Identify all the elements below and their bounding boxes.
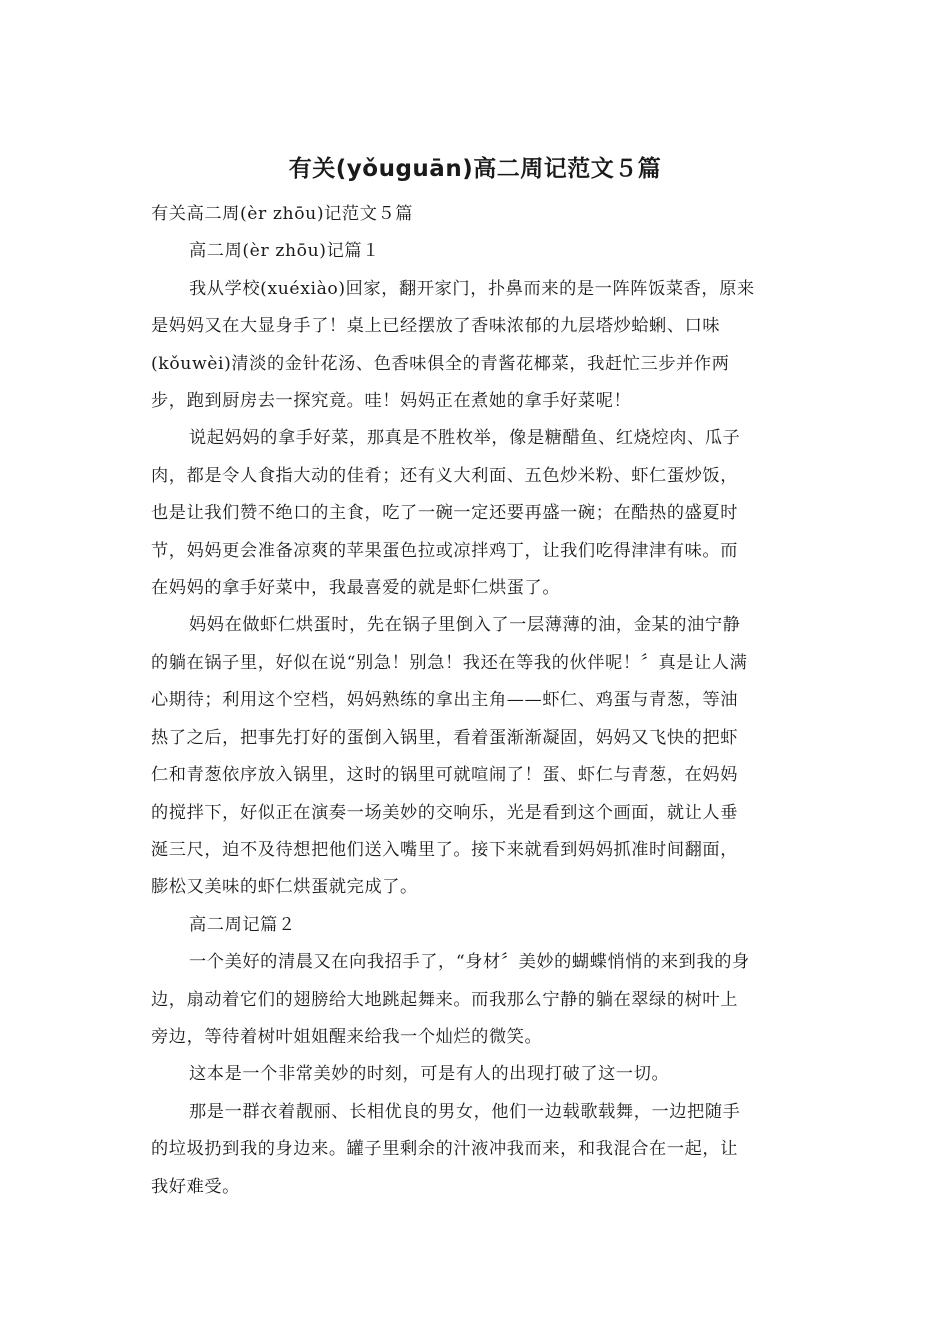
paragraph-line: 那是一群衣着靓丽、长相优良的男女，他们一边载歌载舞，一边把随手 (189, 1101, 741, 1122)
paragraph-line: 心期待；利用这个空档，妈妈熟练的拿出主角——虾仁、鸡蛋与青葱，等油 (151, 690, 738, 711)
paragraph-line: 我好难受。 (151, 1176, 240, 1197)
paragraph (151, 1056, 796, 1093)
paragraph-line: 在妈妈的拿手好菜中，我最喜爱的就是虾仁烘蛋了。 (151, 578, 561, 599)
paragraph-line: 妈妈在做虾仁烘蛋时，先在锅子里倒入了一层薄薄的油，金某的油宁静 (189, 615, 741, 636)
paragraph-line: 仁和青葱依序放入锅里，这时的锅里可就喧闹了！蛋、虾仁与青葱，在妈妈 (151, 765, 738, 786)
section-1 (151, 233, 796, 906)
paragraph-line: 的垃圾扔到我的身边来。罐子里剩余的汁液冲我而来，和我混合在一起，让 (151, 1139, 738, 1160)
paragraph-line: 涎三尺，迫不及待想把他们送入嘴里了。接下来就看到妈妈抓准时间翻面， (151, 839, 738, 860)
section-heading: 高二周记篇２ (189, 914, 296, 935)
paragraph-line: 旁边，等待着树叶姐姐醒来给我一个灿烂的微笑。 (151, 1026, 543, 1047)
paragraph-line: 也是让我们赞不绝口的主食，吃了一碗一定还要再盛一碗；在酷热的盛夏时 (151, 503, 738, 524)
section-2 (151, 907, 796, 1206)
section-heading: 高二周(èr zhōu)记篇１ (189, 241, 380, 262)
paragraph-line: 节，妈妈更会准备凉爽的苹果蛋色拉或凉拌鸡丁，让我们吃得津津有味。而 (151, 540, 738, 561)
paragraph (151, 1094, 796, 1206)
paragraph (151, 607, 796, 906)
paragraph-line: 热了之后，把事先打好的蛋倒入锅里，看着蛋渐渐凝固，妈妈又飞快的把虾 (151, 727, 738, 748)
paragraph-line: 边，扇动着它们的翅膀给大地跳起舞来。而我那么宁静的躺在翠绿的树叶上 (151, 989, 738, 1010)
document-title: 有关(yǒuguān)高二周记范文５篇 (288, 156, 662, 182)
paragraph-line: 的躺在锅子里，好似在说“别急！别急！我还在等我的伙伴呢！〞真是让人满 (151, 652, 748, 673)
paragraph-line: 这本是一个非常美妙的时刻，可是有人的出现打破了这一切。 (189, 1064, 670, 1085)
paragraph (151, 944, 796, 1056)
paragraph (151, 271, 796, 421)
paragraph-line: 步，跑到厨房去一探究竟。哇！妈妈正在煮她的拿手好菜呢！ (151, 391, 632, 412)
paragraph (151, 420, 796, 607)
paragraph-line: 我从学校(xuéxiào)回家，翻开家门，扑鼻而来的是一阵阵饭菜香，原来 (189, 278, 755, 299)
paragraph-line: 是妈妈又在大显身手了！桌上已经摆放了香味浓郁的九层塔炒蛤蜊、口味 (151, 316, 721, 337)
paragraph-line: 肉，都是令人食指大动的佳肴；还有义大利面、五色炒米粉、虾仁蛋炒饭， (151, 465, 738, 486)
paragraph-line: 膨松又美味的虾仁烘蛋就完成了。 (151, 877, 418, 898)
paragraph-line: 一个美好的清晨又在向我招手了，“身材〞美妙的蝴蝶悄悄的来到我的身 (189, 952, 750, 973)
paragraph-line: (kǒuwèi)清淡的金针花汤、色香味俱全的青酱花椰菜，我赶忙三步并作两 (151, 353, 730, 374)
paragraph-line: 说起妈妈的拿手好菜，那真是不胜枚举，像是糖醋鱼、红烧焢肉、瓜子 (189, 428, 741, 449)
paragraph-line: 的搅拌下，好似正在演奏一场美妙的交响乐，光是看到这个画面，就让人垂 (151, 802, 738, 823)
document-body (151, 196, 796, 1206)
document-subtitle: 有关高二周(èr zhōu)记范文５篇 (151, 204, 414, 224)
